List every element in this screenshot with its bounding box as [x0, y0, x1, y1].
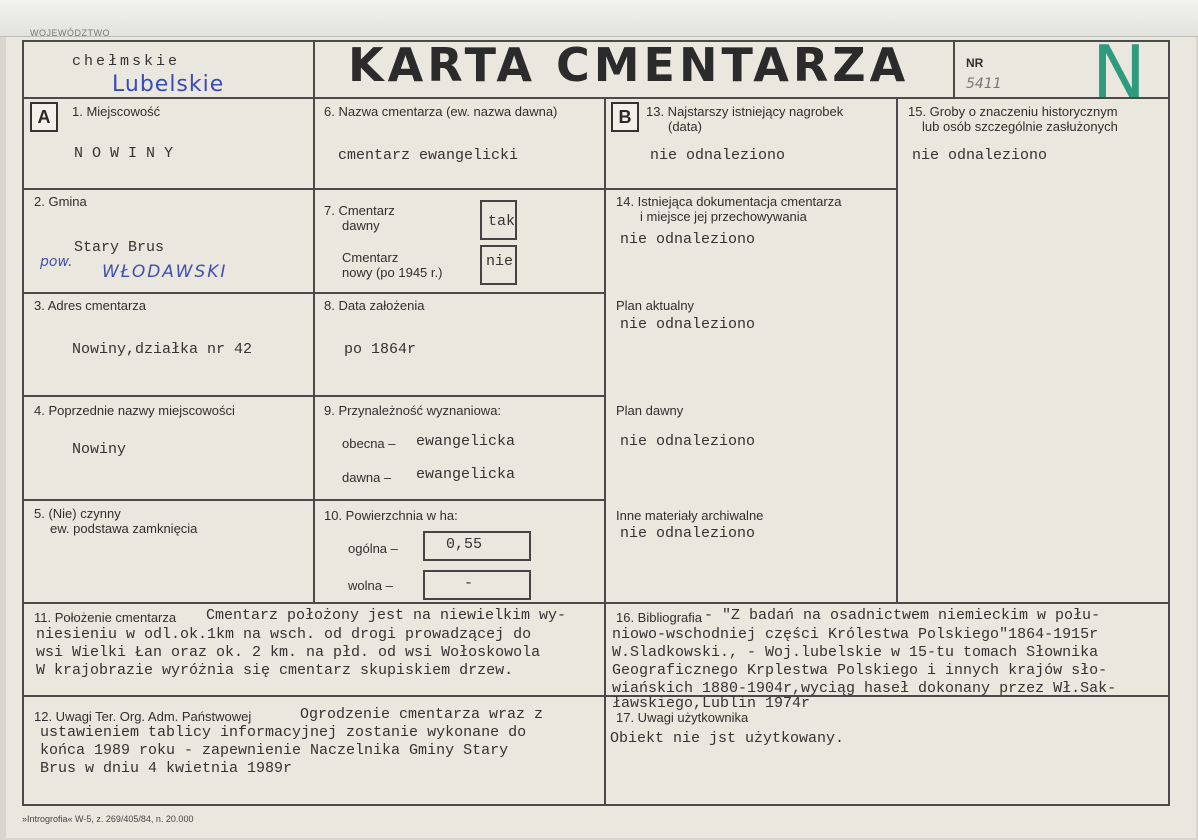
- field-15-sublabel: lub osób szczególnie zasłużonych: [922, 119, 1118, 134]
- row-a1: [22, 188, 604, 190]
- print-info: »Introgrofia« W-5, z. 269/405/84, n. 20.000: [22, 814, 194, 824]
- free-area-label: wolna –: [348, 578, 393, 593]
- field-6-value: cmentarz ewangelicki: [338, 147, 519, 164]
- border-right: [1168, 40, 1170, 806]
- field-17-value: Obiekt nie jst użytkowany.: [610, 730, 845, 747]
- field-16-line-2: niowo-wschodniej części Królestwa Polskiego"1864-1915r: [612, 626, 1099, 643]
- row-a4: [22, 499, 604, 501]
- field-12-line-4: Brus w dniu 4 kwietnia 1989r: [40, 760, 293, 777]
- new-value: nie: [486, 253, 514, 270]
- field-8-label: 8. Data założenia: [324, 298, 425, 313]
- field-7-label: 7. Cmentarz: [324, 203, 395, 218]
- page-title: KARTA CMENTARZA: [348, 38, 910, 92]
- row-main-bottom: [22, 602, 1170, 604]
- field-7-sublabel-new: nowy (po 1945 r.): [342, 265, 443, 280]
- field-16-line-4: Geograficznego Krplestwa Polskiego i innych krajów sło-: [612, 662, 1108, 679]
- field-16-line-1: - "Z badań na osadnictwem niemieckim w połu-: [704, 607, 1101, 624]
- field-8-value: po 1864r: [344, 341, 417, 358]
- field-15-label: 15. Groby o znaczeniu historycznym: [908, 104, 1118, 119]
- field-14-sublabel: i miejsce jej przechowywania: [640, 209, 807, 224]
- free-area-box: [423, 570, 531, 600]
- field-17-label: 17. Uwagi użytkownika: [616, 710, 749, 725]
- field-5-sublabel: ew. podstawa zamknięcia: [50, 521, 198, 536]
- current-value: ewangelicka: [416, 433, 516, 450]
- field-2-label: 2. Gmina: [34, 194, 87, 209]
- field-12-line-1: Ogrodzenie cmentarza wraz z: [300, 706, 544, 723]
- field-3-label: 3. Adres cmentarza: [34, 298, 146, 313]
- col-divider-1: [313, 40, 315, 602]
- border-bottom: [22, 804, 1170, 806]
- col-divider-2: [604, 97, 606, 804]
- row-b1: [604, 188, 896, 190]
- region-stamp: Lubelskie: [112, 72, 225, 97]
- plan-current-value: nie odnaleziono: [620, 316, 756, 333]
- header-divider: [22, 97, 1170, 99]
- row-a2: [22, 292, 604, 294]
- field-12-line-2: ustawieniem tablicy informacyjnej zostanie wykonane do: [40, 724, 527, 741]
- other-materials-value: nie odnaleziono: [620, 525, 756, 542]
- field-4-value: Nowiny: [72, 441, 127, 458]
- field-13-value: nie odnaleziono: [650, 147, 786, 164]
- field-1-value: N O W I N Y: [74, 145, 174, 162]
- powiat-value: WŁODAWSKI: [102, 262, 228, 282]
- field-14-label: 14. Istniejąca dokumentacja cmentarza: [616, 194, 842, 209]
- field-11-label: 11. Położenie cmentarza: [34, 610, 177, 625]
- field-13-sublabel: (data): [668, 119, 702, 134]
- field-16-line-5: wiańskich 1880-1904r,wyciąg haseł dokonany przez Wł.Sak-: [612, 680, 1117, 697]
- field-3-value: Nowiny,działka nr 42: [72, 341, 253, 358]
- tape-text: WOJEWÓDZTWO: [30, 28, 110, 38]
- old-value: tak: [488, 213, 516, 230]
- field-11-line-1: Cmentarz położony jest na niewielkim wy-: [206, 607, 567, 624]
- field-16-line-3: W.Sladkowski., - Woj.lubelskie w 15-tu tomach Słownika: [612, 644, 1099, 661]
- former-value: ewangelicka: [416, 466, 516, 483]
- field-14-value: nie odnaleziono: [620, 231, 756, 248]
- field-2-value: Stary Brus: [74, 239, 165, 256]
- plan-former-value: nie odnaleziono: [620, 433, 756, 450]
- big-letter-n: N: [1092, 30, 1146, 114]
- field-15-value: nie odnaleziono: [912, 147, 1048, 164]
- field-9-label: 9. Przynależność wyznaniowa:: [324, 403, 502, 418]
- current-label: obecna –: [342, 436, 396, 451]
- nr-divider: [953, 40, 955, 97]
- plan-former-label: Plan dawny: [616, 403, 684, 418]
- free-area-value: -: [464, 575, 474, 592]
- field-1-label: 1. Miejscowość: [72, 104, 161, 119]
- field-6-label: 6. Nazwa cmentarza (ew. nazwa dawna): [324, 104, 558, 119]
- adhesive-tape: [0, 0, 1198, 37]
- field-4-label: 4. Poprzednie nazwy miejscowości: [34, 403, 235, 418]
- field-7-label-new: Cmentarz: [342, 250, 399, 265]
- field-16-label: 16. Bibliografia: [616, 610, 702, 625]
- row-a3: [22, 395, 604, 397]
- field-11-line-4: W krajobrazie wyróżnia się cmentarz skupiskiem drzew.: [36, 662, 514, 679]
- other-materials-label: Inne materiały archiwalne: [616, 508, 764, 523]
- field-7-sublabel-old: dawny: [342, 218, 380, 233]
- field-11-line-3: wsi Wielki Łan oraz ok. 2 km. na płd. od wsi Wołoskowola: [36, 644, 541, 661]
- total-area-value: 0,55: [446, 536, 483, 553]
- former-label: dawna –: [342, 470, 392, 485]
- field-11-line-2: niesieniu w odl.ok.1km na wsch. od drogi prowadzącej do: [36, 626, 532, 643]
- section-b-letter: B: [611, 102, 639, 132]
- plan-current-label: Plan aktualny: [616, 298, 695, 313]
- field-13-label: 13. Najstarszy istniejący nagrobek: [646, 104, 844, 119]
- field-16-line-6: ławskiego,Lublin 1974r: [612, 695, 811, 712]
- field-5-label: 5. (Nie) czynny: [34, 506, 121, 521]
- field-12-label: 12. Uwagi Ter. Org. Adm. Państwowej: [34, 709, 252, 724]
- section-a-letter: A: [30, 102, 58, 132]
- region-typed: chełmskie: [72, 53, 181, 70]
- pow-label: pow.: [40, 254, 73, 270]
- nr-label: NR: [966, 56, 984, 70]
- field-10-label: 10. Powierzchnia w ha:: [324, 508, 458, 523]
- total-area-label: ogólna –: [348, 541, 398, 556]
- nr-value: 5411: [966, 76, 1002, 92]
- border-left: [22, 40, 24, 806]
- field-12-line-3: końca 1989 roku - zapewnienie Naczelnika Gminy Stary: [40, 742, 509, 759]
- col-divider-3: [896, 97, 898, 602]
